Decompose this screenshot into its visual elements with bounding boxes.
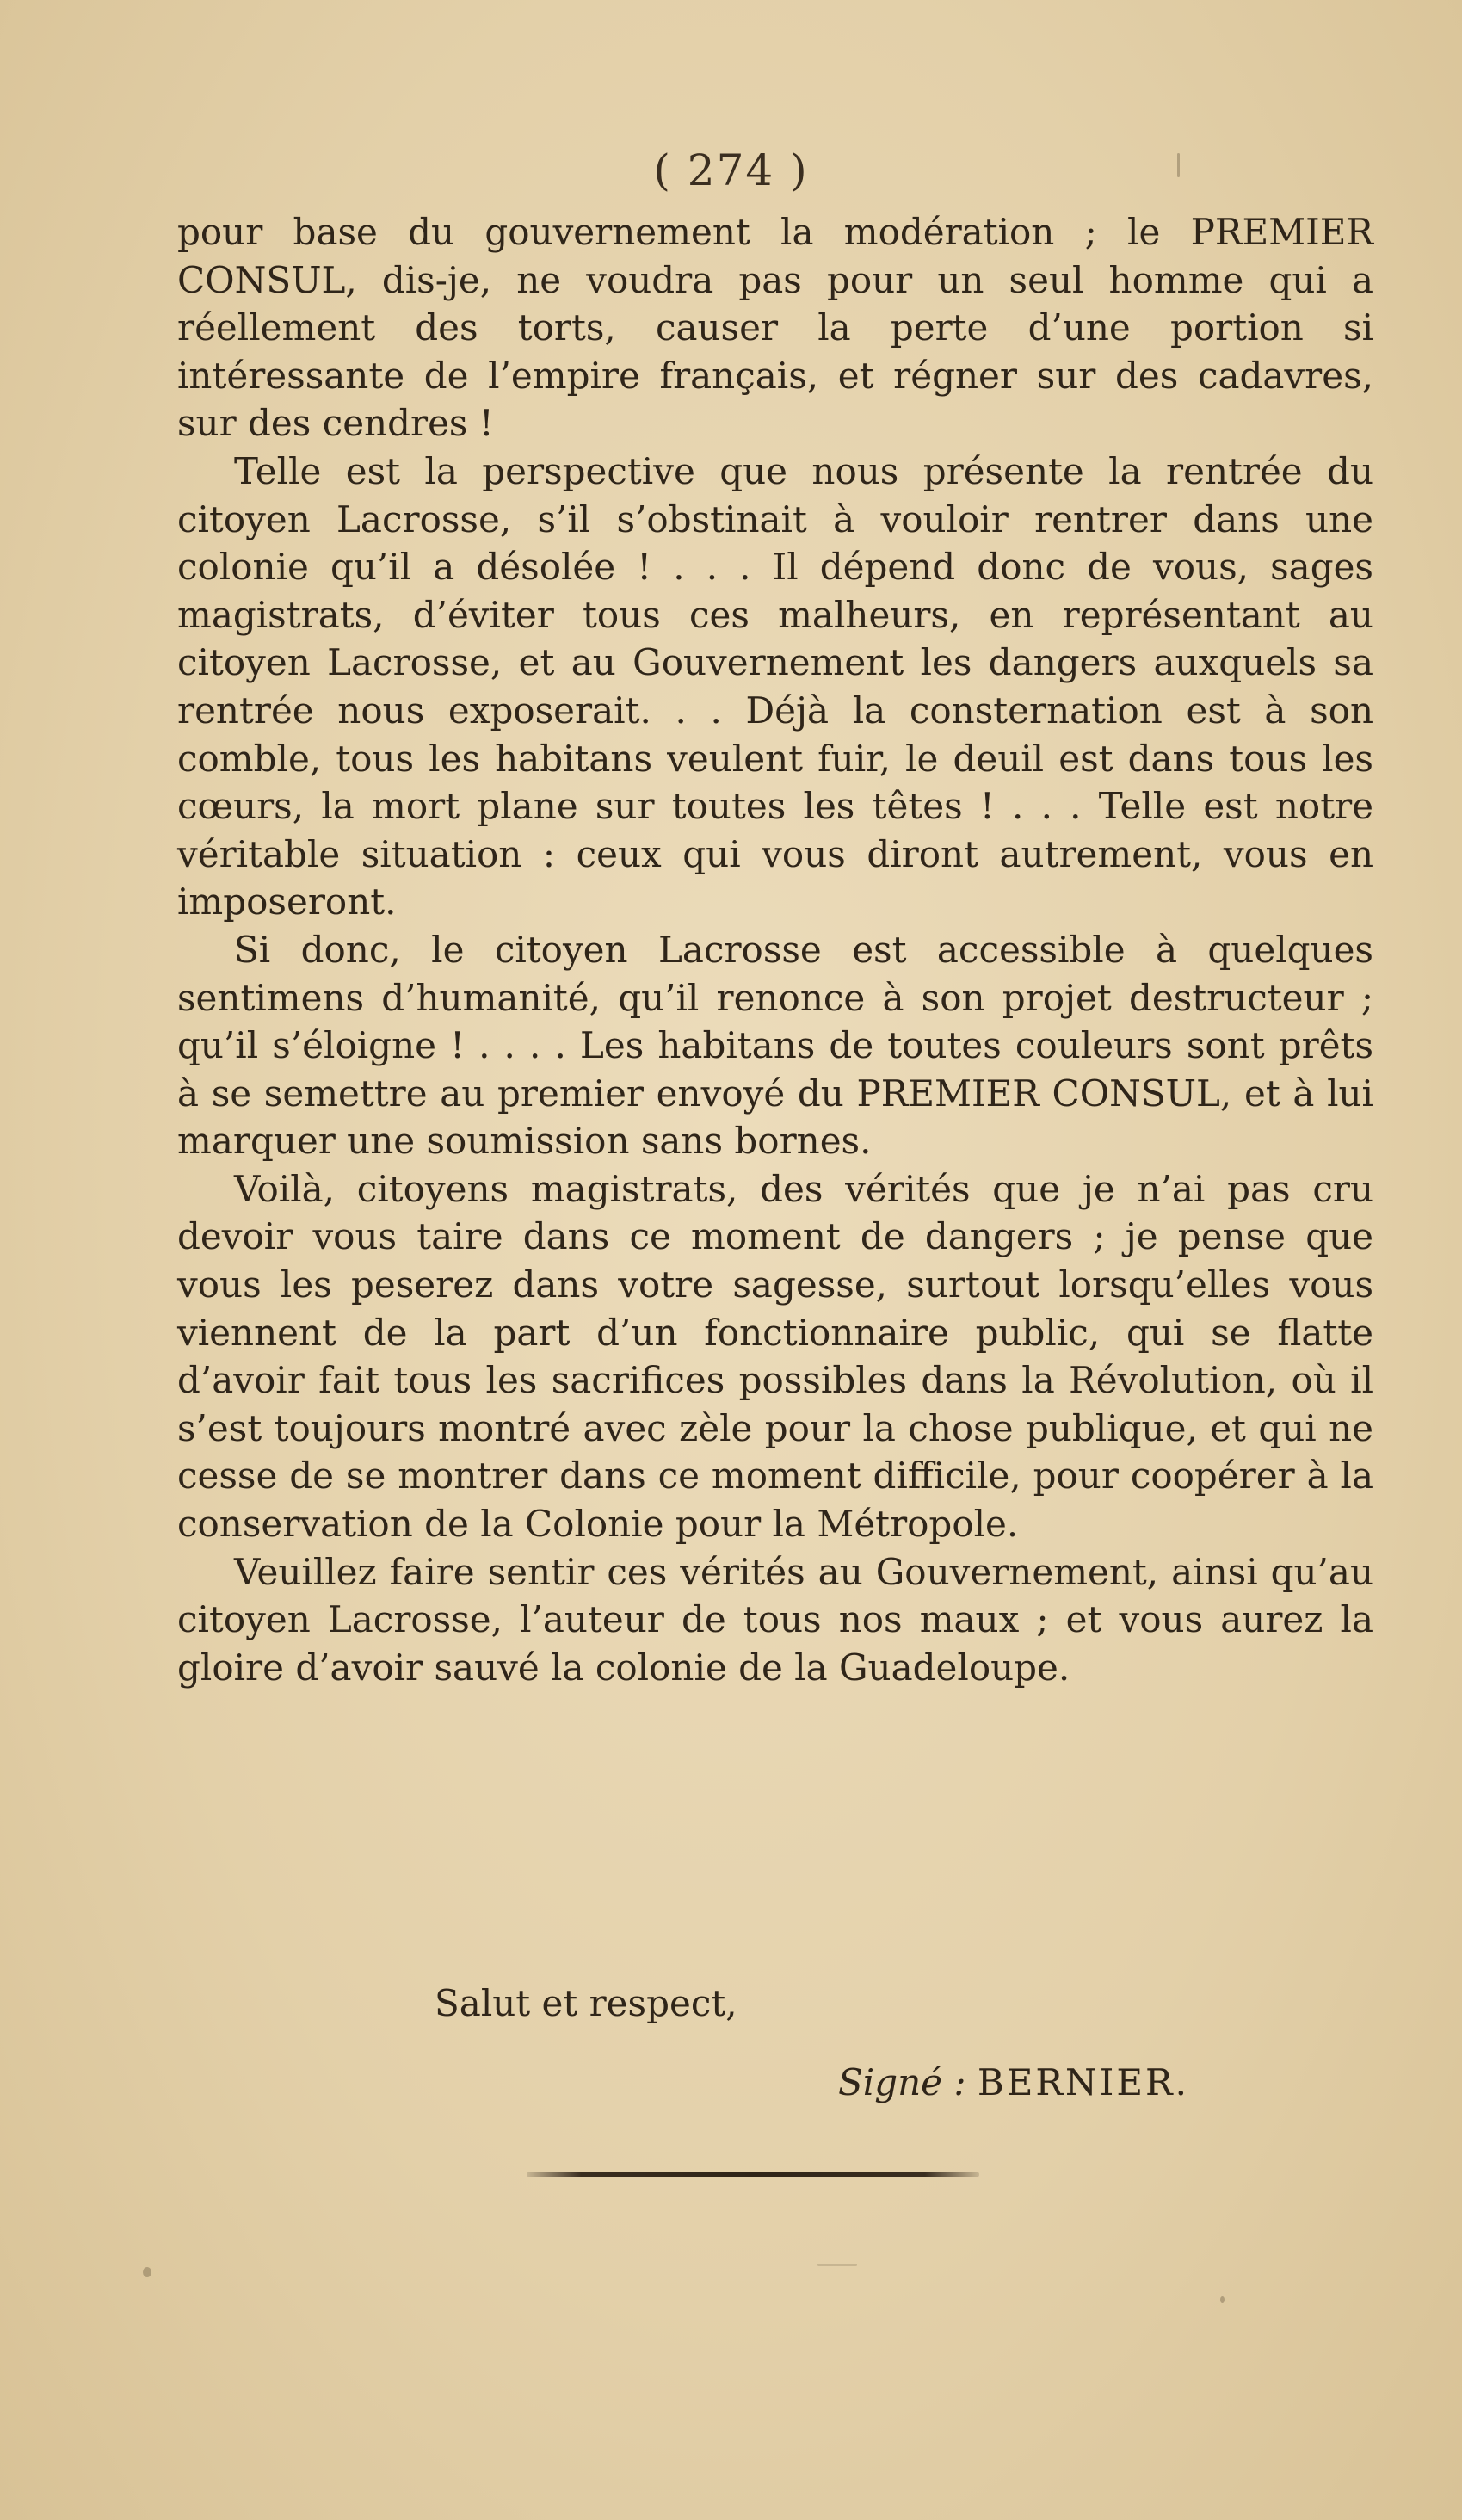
paragraph-4: Voilà, citoyens magistrats, des vérités que je n’ai pas cru devoir vous taire dans ce moment de dangers ; je pense que vous les peserez dans votre sagesse, surtout lorsqu’elles vous viennent de la part d’un fonctionnaire public, qui se flatte d’avoir fait tous les sacrifices possibles dans la Révolution, où il s’est toujours montré avec zèle pour la chose publique, et qui ne cesse de se montrer dans ce moment difficile, pour coopérer à la conservation de la Colonie pour la Métropole. [177, 1167, 1373, 1546]
paragraph-3: Si donc, le citoyen Lacrosse est accessible à quelques sentimens d’humanité, qu’il renonce à son projet destructeur ; qu’il s’éloigne ! . . . . Les habitans de toutes couleurs sont prêts à se semettre au premier envoyé du PREMIER CONSUL, et à lui marquer une soumission sans bornes. [177, 928, 1373, 1163]
paragraph-5: Veuillez faire sentir ces vérités au Gouvernement, ainsi qu’au citoyen Lacrosse, l’auteur de tous nos maux ; et vous aurez la gloire d’avoir sauvé la colonie de la Guadeloupe. [177, 1550, 1373, 1689]
letter-body [177, 208, 1373, 1691]
signature-label: Signé : [838, 2061, 966, 2103]
paper-speck [1220, 2296, 1225, 2303]
closing-rule [527, 2172, 979, 2177]
signature-name: BERNIER. [977, 2061, 1189, 2103]
paper-speck [1177, 153, 1180, 177]
paragraph-2: Telle est la perspective que nous présente la rentrée du citoyen Lacrosse, s’il s’obstinait à vouloir rentrer dans une colonie qu’il a désolée ! . . . Il dépend donc de vous, sages magistrats, d’éviter tous ces malheurs, en représentant au citoyen Lacrosse, et au Gouvernement les dangers auxquels sa rentrée nous exposerait. . . Déjà la consternation est à son comble, tous les habitans veulent fuir, le deuil est dans tous les cœurs, la mort plane sur toutes les têtes ! . . . Telle est notre véritable situation : ceux qui vous diront autrement, vous en imposeront. [177, 449, 1373, 923]
paragraph-1: pour base du gouvernement la modération ; le PREMIER CONSUL, dis-je, ne voudra pas pour un seul homme qui a réellement des torts, causer la perte d’une portion si intéressante de l’empire français, et régner sur des cadavres, sur des cendres ! [177, 211, 1373, 445]
paper-speck [817, 2264, 857, 2266]
salutation: Salut et respect, [435, 1982, 737, 2024]
page-number: ( 274 ) [653, 145, 809, 195]
paper-speck [143, 2267, 151, 2277]
signature [838, 2059, 1189, 2107]
